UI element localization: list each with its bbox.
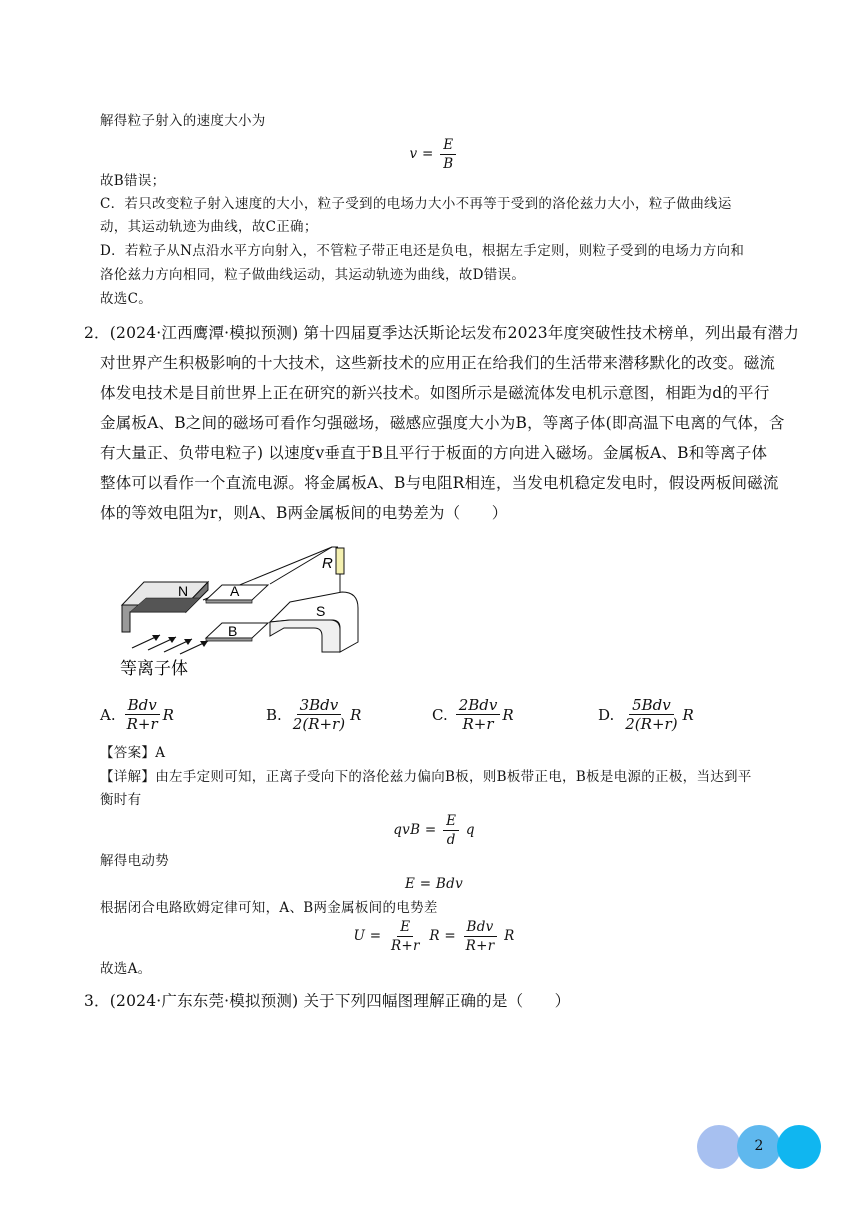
label-s: S xyxy=(316,603,326,619)
question-text: 整体可以看作一个直流电源。将金属板A、B与电阻R相连，当发电机稳定发电时，假设两板间磁流 xyxy=(100,474,779,492)
denominator: B xyxy=(443,156,454,172)
fraction xyxy=(456,696,501,733)
option-tail: R xyxy=(502,705,514,724)
eq-lhs: v = xyxy=(409,146,434,162)
solution-line: 解得粒子射入的速度大小为 xyxy=(100,113,266,129)
numerator: E xyxy=(397,918,413,937)
eq-mid: R = xyxy=(429,928,457,944)
fraction xyxy=(124,696,161,733)
option-b[interactable] xyxy=(266,696,361,733)
answer: 【答案】A xyxy=(100,745,166,761)
plate-a-edge xyxy=(206,600,252,603)
eq-lhs: qvB = xyxy=(393,822,437,838)
page-number: 2 xyxy=(754,1138,764,1154)
equation-force-balance xyxy=(0,812,868,849)
page-decoration-circle xyxy=(777,1125,821,1169)
question-text: 2．(2024·江西鹰潭·模拟预测) 第十四届夏季达沃斯论坛发布2023年度突破性技术榜单，列出最有潜力 xyxy=(84,324,800,342)
option-label: A. xyxy=(100,705,116,724)
solution-line: 故B错误； xyxy=(100,173,166,189)
numerator: E xyxy=(443,812,459,831)
numerator: 2Bdv xyxy=(456,696,501,715)
solution-line: C．若只改变粒子射入速度的大小，粒子受到的电场力大小不再等于受到的洛伦兹力大小，粒子做曲线运 xyxy=(100,196,732,212)
numerator: Bdv xyxy=(464,918,497,937)
label-a: A xyxy=(230,583,240,599)
fraction xyxy=(463,918,498,955)
denominator: 2(R+r) xyxy=(625,715,678,733)
label-n: N xyxy=(178,583,189,599)
fraction xyxy=(622,696,680,733)
detail-line: 故选A。 xyxy=(100,961,152,977)
question-text: 金属板A、B之间的磁场可看作匀强磁场，磁感应强度大小为B，等离子体(即高温下电离的气体，含 xyxy=(100,414,785,432)
numerator: 5Bdv xyxy=(629,696,674,715)
detail-line: 解得电动势 xyxy=(100,853,169,869)
option-tail: R xyxy=(682,705,694,724)
fraction xyxy=(290,696,348,733)
detail-line: 衡时有 xyxy=(100,792,142,808)
label-plasma: 等离子体 xyxy=(120,659,188,679)
numerator: Bdv xyxy=(125,696,160,715)
option-tail: R xyxy=(162,705,174,724)
solution-line: 故选C。 xyxy=(100,291,153,307)
solution-line: 洛伦兹力方向相同，粒子做曲线运动，其运动轨迹为曲线，故D错误。 xyxy=(100,267,526,283)
question-text: 有大量正、负带电粒子) 以速度v垂直于B且平行于板面的方向进入磁场。金属板A、B和等离子体 xyxy=(100,444,768,462)
option-tail: R xyxy=(350,705,362,724)
question-text: 体发电技术是目前世界上正在研究的新兴技术。如图所示是磁流体发电机示意图，相距为d的平行 xyxy=(100,384,770,402)
denominator: R+r xyxy=(390,938,420,954)
detail-line: 根据闭合电路欧姆定律可知，A、B两金属板间的电势差 xyxy=(100,900,438,916)
solution-line: D．若粒子从N点沿水平方向射入，不管粒子带正电还是负电，根据左手定则，则粒子受到的电场力方向和 xyxy=(100,243,745,259)
option-label: D. xyxy=(598,705,615,724)
option-c[interactable] xyxy=(432,696,514,733)
numerator: 3Bdv xyxy=(297,696,342,715)
page-decoration-circle xyxy=(697,1125,741,1169)
denominator: R+r xyxy=(462,715,494,733)
option-d[interactable] xyxy=(598,696,694,733)
denominator: d xyxy=(446,832,456,848)
fraction xyxy=(388,918,423,955)
mhd-generator-diagram xyxy=(100,530,380,685)
detail-line: 【详解】由左手定则可知，正离子受向下的洛伦兹力偏向B板，则B板带正电，B板是电源的正极，当达到平 xyxy=(100,769,752,785)
question-text: 对世界产生积极影响的十大技术，这些新技术的应用正在给我们的生活带来潜移默化的改变。磁流 xyxy=(100,354,776,372)
eq-lhs: U = xyxy=(353,928,382,944)
equation-velocity xyxy=(0,136,868,173)
label-b: B xyxy=(228,623,238,639)
fraction xyxy=(440,136,456,173)
resistor xyxy=(336,548,344,574)
equation-emf: E = Bdv xyxy=(404,876,464,892)
eq-tail: q xyxy=(465,822,475,838)
equation-potential-difference xyxy=(0,918,868,955)
numerator: E xyxy=(440,136,456,155)
eq-tail: R xyxy=(504,928,515,944)
option-a[interactable] xyxy=(100,696,174,733)
denominator: R+r xyxy=(126,715,158,733)
question-text: 3．(2024·广东东莞·模拟预测) 关于下列四幅图理解正确的是（ ） xyxy=(84,992,571,1010)
fraction xyxy=(443,812,459,849)
label-r: R xyxy=(322,555,333,572)
question-text: 体的等效电阻为r，则A、B两金属板间的电势差为（ ） xyxy=(100,504,508,522)
denominator: R+r xyxy=(465,938,495,954)
option-label: B. xyxy=(266,705,282,724)
solution-line: 动，其运动轨迹为曲线，故C正确； xyxy=(100,219,318,235)
option-label: C. xyxy=(432,705,448,724)
magnet-s-front xyxy=(270,620,340,652)
denominator: 2(R+r) xyxy=(292,715,346,733)
